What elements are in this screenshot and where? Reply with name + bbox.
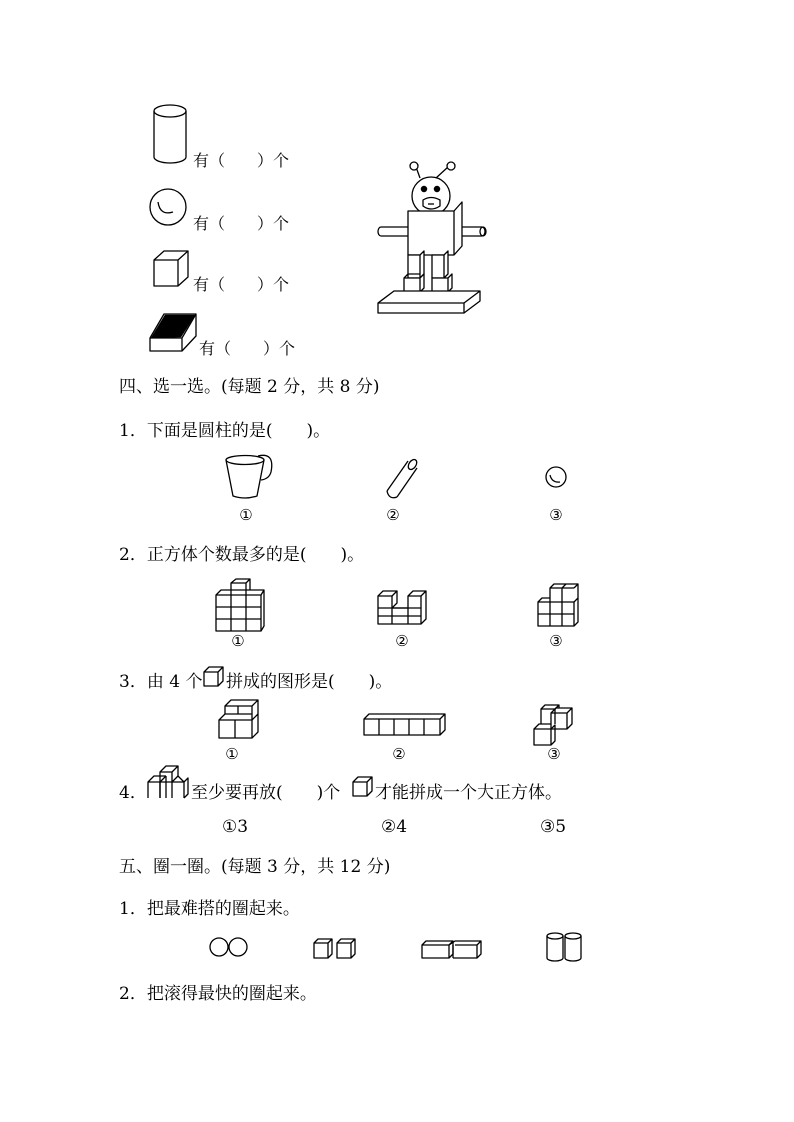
q4-stem-part2: 才能拼成一个大正方体。 <box>375 783 562 803</box>
cube-icon <box>152 250 192 292</box>
q4-option-3[interactable]: ③5 <box>540 817 567 837</box>
q4-option-2[interactable]: ②4 <box>381 817 408 837</box>
cylinder-rod-icon <box>382 455 422 501</box>
ball-icon <box>545 466 569 490</box>
count-cube-text: 有（ ）个 <box>193 275 290 294</box>
q2-option-1[interactable]: ① <box>231 632 245 650</box>
cube-stack-3-icon <box>536 580 582 630</box>
s5-q1-stem: 1．把最难搭的圈起来。 <box>119 899 300 919</box>
q2-option-3[interactable]: ③ <box>549 632 563 650</box>
robot-figure-icon <box>376 160 488 318</box>
q3-option-1[interactable]: ① <box>225 745 239 763</box>
q1-option-3[interactable]: ③ <box>549 506 563 524</box>
q1-stem: 1．下面是圆柱的是( )。 <box>119 421 331 441</box>
two-spheres-icon[interactable] <box>209 937 249 959</box>
sphere-icon <box>148 187 192 231</box>
count-cylinder-text: 有（ ）个 <box>193 151 290 170</box>
bucket-icon <box>223 454 281 500</box>
cube-shape-1-icon <box>216 698 264 742</box>
q2-option-2[interactable]: ② <box>395 632 409 650</box>
cube-row-icon <box>362 713 448 739</box>
q4-option-1[interactable]: ①3 <box>222 817 249 837</box>
q3-stem-part1: 3．由 4 个 <box>119 672 203 692</box>
partial-cube-icon <box>146 762 192 802</box>
q2-stem: 2．正方体个数最多的是( )。 <box>119 545 365 565</box>
q1-option-1[interactable]: ① <box>239 506 253 524</box>
s5-q2-stem: 2．把滚得最快的圈起来。 <box>119 984 317 1004</box>
cube-stack-1-icon <box>213 579 269 633</box>
section4-heading: 四、选一选。(每题 2 分，共 8 分) <box>119 377 380 397</box>
cylinder-icon <box>150 103 190 165</box>
q1-option-2[interactable]: ② <box>386 506 400 524</box>
q4-stem-part1: 至少要再放( )个 <box>191 783 341 803</box>
two-cuboids-icon[interactable] <box>421 939 485 961</box>
q3-stem-part2: 拼成的图形是( )。 <box>226 672 393 692</box>
q4-number: 4． <box>119 783 147 803</box>
q3-option-3[interactable]: ③ <box>547 745 561 763</box>
count-sphere-text: 有（ ）个 <box>193 214 290 233</box>
small-cube-2-icon <box>352 776 376 800</box>
cube-stack-2-icon <box>376 588 432 628</box>
small-cube-icon <box>203 666 227 690</box>
q3-option-2[interactable]: ② <box>392 745 406 763</box>
cube-shape-3-icon <box>531 703 579 747</box>
two-cubes-icon[interactable] <box>313 937 363 961</box>
two-cylinders-icon[interactable] <box>545 931 585 965</box>
cuboid-icon <box>148 312 198 354</box>
section5-heading: 五、圈一圈。(每题 3 分，共 12 分) <box>119 857 391 877</box>
count-cuboid-text: 有（ ）个 <box>199 339 296 358</box>
